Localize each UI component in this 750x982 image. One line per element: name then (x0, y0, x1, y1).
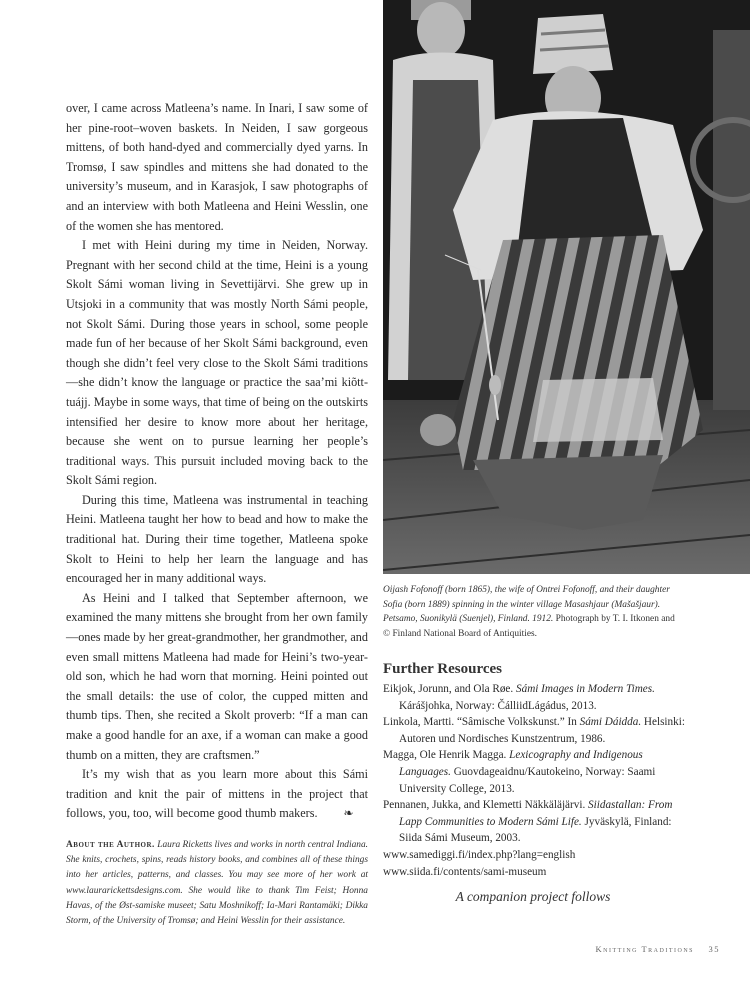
companion-note: A companion project follows (455, 889, 611, 904)
photo-illustration (383, 0, 750, 574)
resource-url[interactable]: www.siida.fi/contents/sami-museum (383, 865, 547, 878)
page-footer (560, 944, 720, 954)
resource-post: Guovdageaidnu/Kautokeino, Norway: Saami University College, 2013. (399, 765, 656, 795)
fleuron-icon: ❧ (343, 806, 354, 821)
resource-post: Kárášjohka, Norway: ČálliidLágádus, 2013. (399, 699, 597, 712)
resource-url[interactable]: www.samediggi.fi/index.php?lang=english (383, 848, 576, 861)
about-text: Laura Ricketts lives and works in north central Indiana. She knits, crochets, spins, reads history books, and combines all of these things into her articles, patterns, and classes. You may see more of her work at www.laurarickettsdesigns.com. She would like to thank Tim Feist; Honna Havas, of the Øst-samiske museet; Satu Moshnikoff; Ia-Mari Rantamäki; Dikka Storm, of the University of Tromsø; and Heini Wesslin for their assistance. (66, 839, 368, 926)
resource-pre: Pennanen, Jukka, and Klemetti Näkkäläjärvi. (383, 799, 589, 812)
article-body (66, 99, 368, 824)
resource-title: Sámi Dáidda. (579, 716, 642, 729)
photo-caption (383, 583, 683, 641)
resource-title: Siidastallan: From Lapp Communities to Modern Sámi Life. (399, 799, 673, 828)
resources-title: Further Resources (383, 661, 503, 677)
caption-text: Oijash Fofonoff (born 1865), the wife of Ontrei Fofonoff, and their daughter Sofia (born 1889) spinning in the winter village Masashjaur (Mašašjaur). Petsamo, Suonikylä (Suenjel), Finland. 1912. (383, 585, 670, 625)
about-the-author (66, 838, 368, 929)
paragraph-5-text: It’s my wish that as you learn more about this Sámi tradition and knit the pair of mittens in the project that follows, you, too, will become good thumb makers. (66, 767, 368, 821)
article-column (66, 99, 368, 929)
resource-pre: Magga, Ole Henrik Magga. (383, 749, 510, 762)
resource-link[interactable] (383, 847, 693, 864)
paragraph-2: I met with Heini during my time in Neiden, Norway. Pregnant with her second child at the time, Heini is a young Skolt Sámi woman living in Sevettijärvi. She grew up in Utsjoki in a community that was mostly North Sámi people, not Skolt Sámi. During those years in school, some people made fun of her because of her Skolt Sámi background, even though she didn’t feel very close to the Skolt Sámi traditions—she didn’t know the language or practice the saa’mi kiõtt-tuájj. Maybe in some ways, that time of being on the outskirts intensified her desire to know more about her heritage, because she went on to pursue learning her people’s traditional ways. This pursuit included moving back to the Skolt Sámi region. (66, 238, 368, 488)
further-resources (383, 661, 693, 880)
paragraph-4: As Heini and I talked that September afternoon, we examined the many mittens she brought from her own family—ones made by her great-grandmother, her grandmother, and even small mittens Matleena had made for Heini’s two-year-old son, which he had worn that morning. Heini pointed out the small details: the use of color, the cupped mitten and thumb tips. Then, she recited a Skolt proverb: “If a man can make a good handle for an axe, if a woman can make a good thumb on a mitten, they are craftsmen.” (66, 590, 368, 762)
resource-item (383, 747, 693, 797)
resource-post: Jyväskylä, Finland: Siida Sámi Museum, 2003. (399, 815, 672, 845)
resource-link[interactable] (383, 864, 693, 881)
paragraph-3: During this time, Matleena was instrumental in teaching Heini. Matleena taught her how to bead and how to make the traditional hat. During their time together, Matleena spoke Skolt to Heini to help her learn the language and has encouraged her in many additional ways. (66, 492, 368, 586)
historical-photograph (383, 0, 750, 574)
resource-title: Lexicography and Indigenous Languages. (399, 749, 643, 778)
resource-pre: Linkola, Martti. “Sâmische Volkskunst.” In (383, 716, 580, 729)
resource-item (383, 681, 693, 714)
running-head: Knitting Traditions (595, 944, 694, 954)
paragraph-1: over, I came across Matleena’s name. In Inari, I saw some of her pine-root–woven baskets. In Neiden, I saw gorgeous mittens, of both hand-dyed and commercially dyed yarns. In Tromsø, I saw spindles and mittens she had donated to the university’s museum, and in Karasjok, I saw photographs of and an interview with both Matleena and Heini Wesslin, one of the women she has mentored. (66, 101, 368, 233)
resource-pre: Eikjok, Jorunn, and Ola Røe. (383, 683, 516, 695)
page-number: 35 (708, 944, 720, 954)
resource-item (383, 714, 693, 747)
caption-credit: Photograph by T. I. Itkonen and © Finland National Board of Antiquities. (383, 614, 675, 639)
about-label: About the Author. (66, 839, 155, 850)
resource-title: Sámi Images in Modern Times. (516, 683, 655, 695)
paragraph-5 (66, 765, 368, 824)
resource-item (383, 797, 693, 847)
resource-post: Helsinki: Autoren und Nordisches Kunstzentrum, 1986. (399, 716, 685, 745)
